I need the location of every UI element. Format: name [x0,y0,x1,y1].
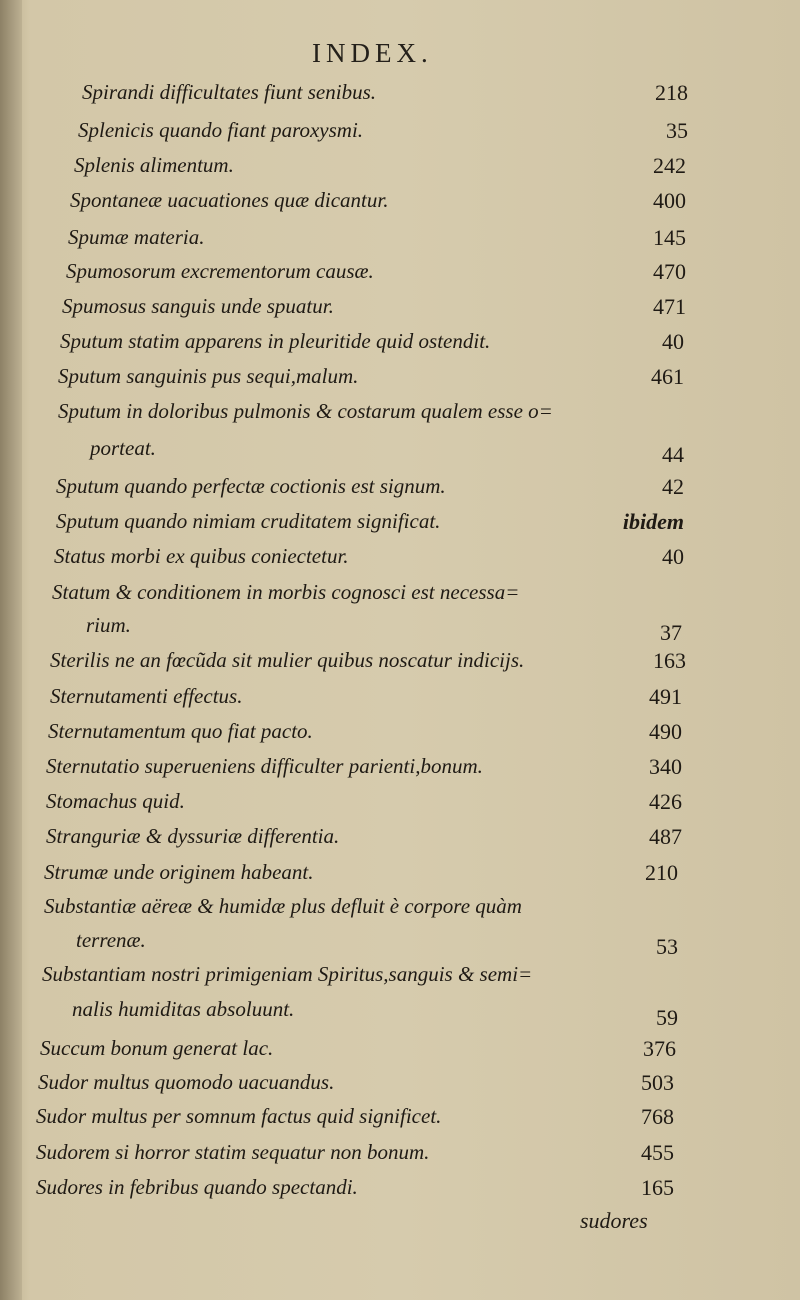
entry-continuation: nalis humiditas absoluunt. [72,997,295,1021]
entry-page-number: 426 [649,789,682,814]
entry-term: Statum & conditionem in morbis cognosci est necessa= [52,580,520,604]
index-entry [46,824,682,854]
index-entry [62,294,686,324]
entry-term: Spumosorum excrementorum causæ. [66,259,374,283]
entry-continuation: terrenæ. [76,928,146,952]
entry-term: Spontaneæ uacuationes quæ dicantur. [70,188,389,212]
entry-page-number: 40 [662,544,684,569]
entry-page-number: 163 [653,648,686,673]
index-entry [46,754,682,784]
entry-page-number: 37 [660,620,682,645]
entry-term: Sputum quando nimiam cruditatem significat. [56,509,441,533]
entry-term: Sudor multus quomodo uacuandus. [38,1070,335,1094]
entry-page-number: 490 [649,719,682,744]
entry-term: Sputum sanguinis pus sequi,malum. [58,364,359,388]
entry-term: Sternutatio superueniens difficulter parienti,bonum. [46,754,483,778]
catchword: sudores [580,1208,648,1233]
index-entry [44,860,678,890]
entry-term: Status morbi ex quibus coniectetur. [54,544,349,568]
entry-term: Succum bonum generat lac. [40,1036,274,1060]
index-entry [60,329,684,359]
entry-term: Stranguriæ & dyssuriæ differentia. [46,824,340,848]
entry-page-number: 491 [649,684,682,709]
entry-term: Spirandi difficultates fiunt senibus. [82,80,376,104]
index-entry [82,80,688,110]
entry-page-number: 471 [653,294,686,319]
entry-term: Substantiam nostri primigeniam Spiritus,sanguis & semi= [42,962,533,986]
entry-page-number: 35 [666,118,688,143]
entry-term: Sternutamentum quo fiat pacto. [48,719,313,743]
entry-term: Sudor multus per somnum factus quid significet. [36,1104,442,1128]
index-entry [38,1070,674,1100]
entry-term: Spumosus sanguis unde spuatur. [62,294,334,318]
index-entry [50,684,682,714]
index-entry [66,259,686,289]
index-entry [46,789,682,819]
index-entry [52,580,682,645]
index-entry [56,509,684,539]
index-entry [56,474,684,504]
entry-term: Sudorem si horror statim sequatur non bonum. [36,1140,430,1164]
entry-continuation: rium. [86,613,131,637]
entry-page-number: 461 [651,364,684,389]
index-entry [40,1036,676,1066]
entry-page-number: 53 [656,934,678,959]
entry-page-number: 242 [653,153,686,178]
entry-term: Splenicis quando fiant paroxysmi. [78,118,364,142]
index-entry [48,719,682,749]
entry-term: Sternutamenti effectus. [50,684,243,708]
entry-term: Sudores in febribus quando spectandi. [36,1175,358,1199]
entry-page-number: 44 [662,442,684,467]
entry-page-number: 210 [645,860,678,885]
index-entry [54,544,684,574]
index-entry [42,962,678,1030]
entry-term: Sputum statim apparens in pleuritide quid ostendit. [60,329,491,353]
index-entry [36,1140,674,1170]
entry-term: Stomachus quid. [46,789,185,813]
entry-page-number: 42 [662,474,684,499]
entry-term: Spumæ materia. [68,225,205,249]
entry-page-number: 503 [641,1070,674,1095]
index-entry [68,225,686,255]
entry-term: Splenis alimentum. [74,153,234,177]
entry-page-number: 470 [653,259,686,284]
index-entry [50,648,686,678]
entry-page-number: 59 [656,1005,678,1030]
entry-page-number: 768 [641,1104,674,1129]
entry-page-number: ibidem [622,509,684,534]
index-entry [70,188,686,218]
entry-term: Sterilis ne an fœcũda sit mulier quibus noscatur indicijs. [50,648,525,672]
entry-term: Sputum quando perfectæ coctionis est signum. [56,474,446,498]
index-entry [58,364,684,394]
index-entry [74,153,686,183]
entry-term: Sputum in doloribus pulmonis & costarum qualem esse o= [58,399,553,423]
index-entry [78,118,688,148]
entry-page-number: 165 [641,1175,674,1200]
entry-continuation: porteat. [90,436,156,460]
index-entry [36,1175,674,1205]
page-header: INDEX. [312,38,433,68]
entry-term: Substantiæ aëreæ & humidæ plus defluit è corpore quàm [44,894,522,918]
index-entry [44,894,678,959]
entry-page-number: 218 [655,80,688,105]
index-entry [36,1104,674,1134]
entry-term: Strumæ unde originem habeant. [44,860,314,884]
entry-page-number: 340 [649,754,682,779]
entry-page-number: 455 [641,1140,674,1165]
index-entry [58,399,684,467]
entry-page-number: 145 [653,225,686,250]
entry-page-number: 400 [653,188,686,213]
entry-page-number: 376 [643,1036,676,1061]
entry-page-number: 40 [662,329,684,354]
entry-page-number: 487 [649,824,682,849]
